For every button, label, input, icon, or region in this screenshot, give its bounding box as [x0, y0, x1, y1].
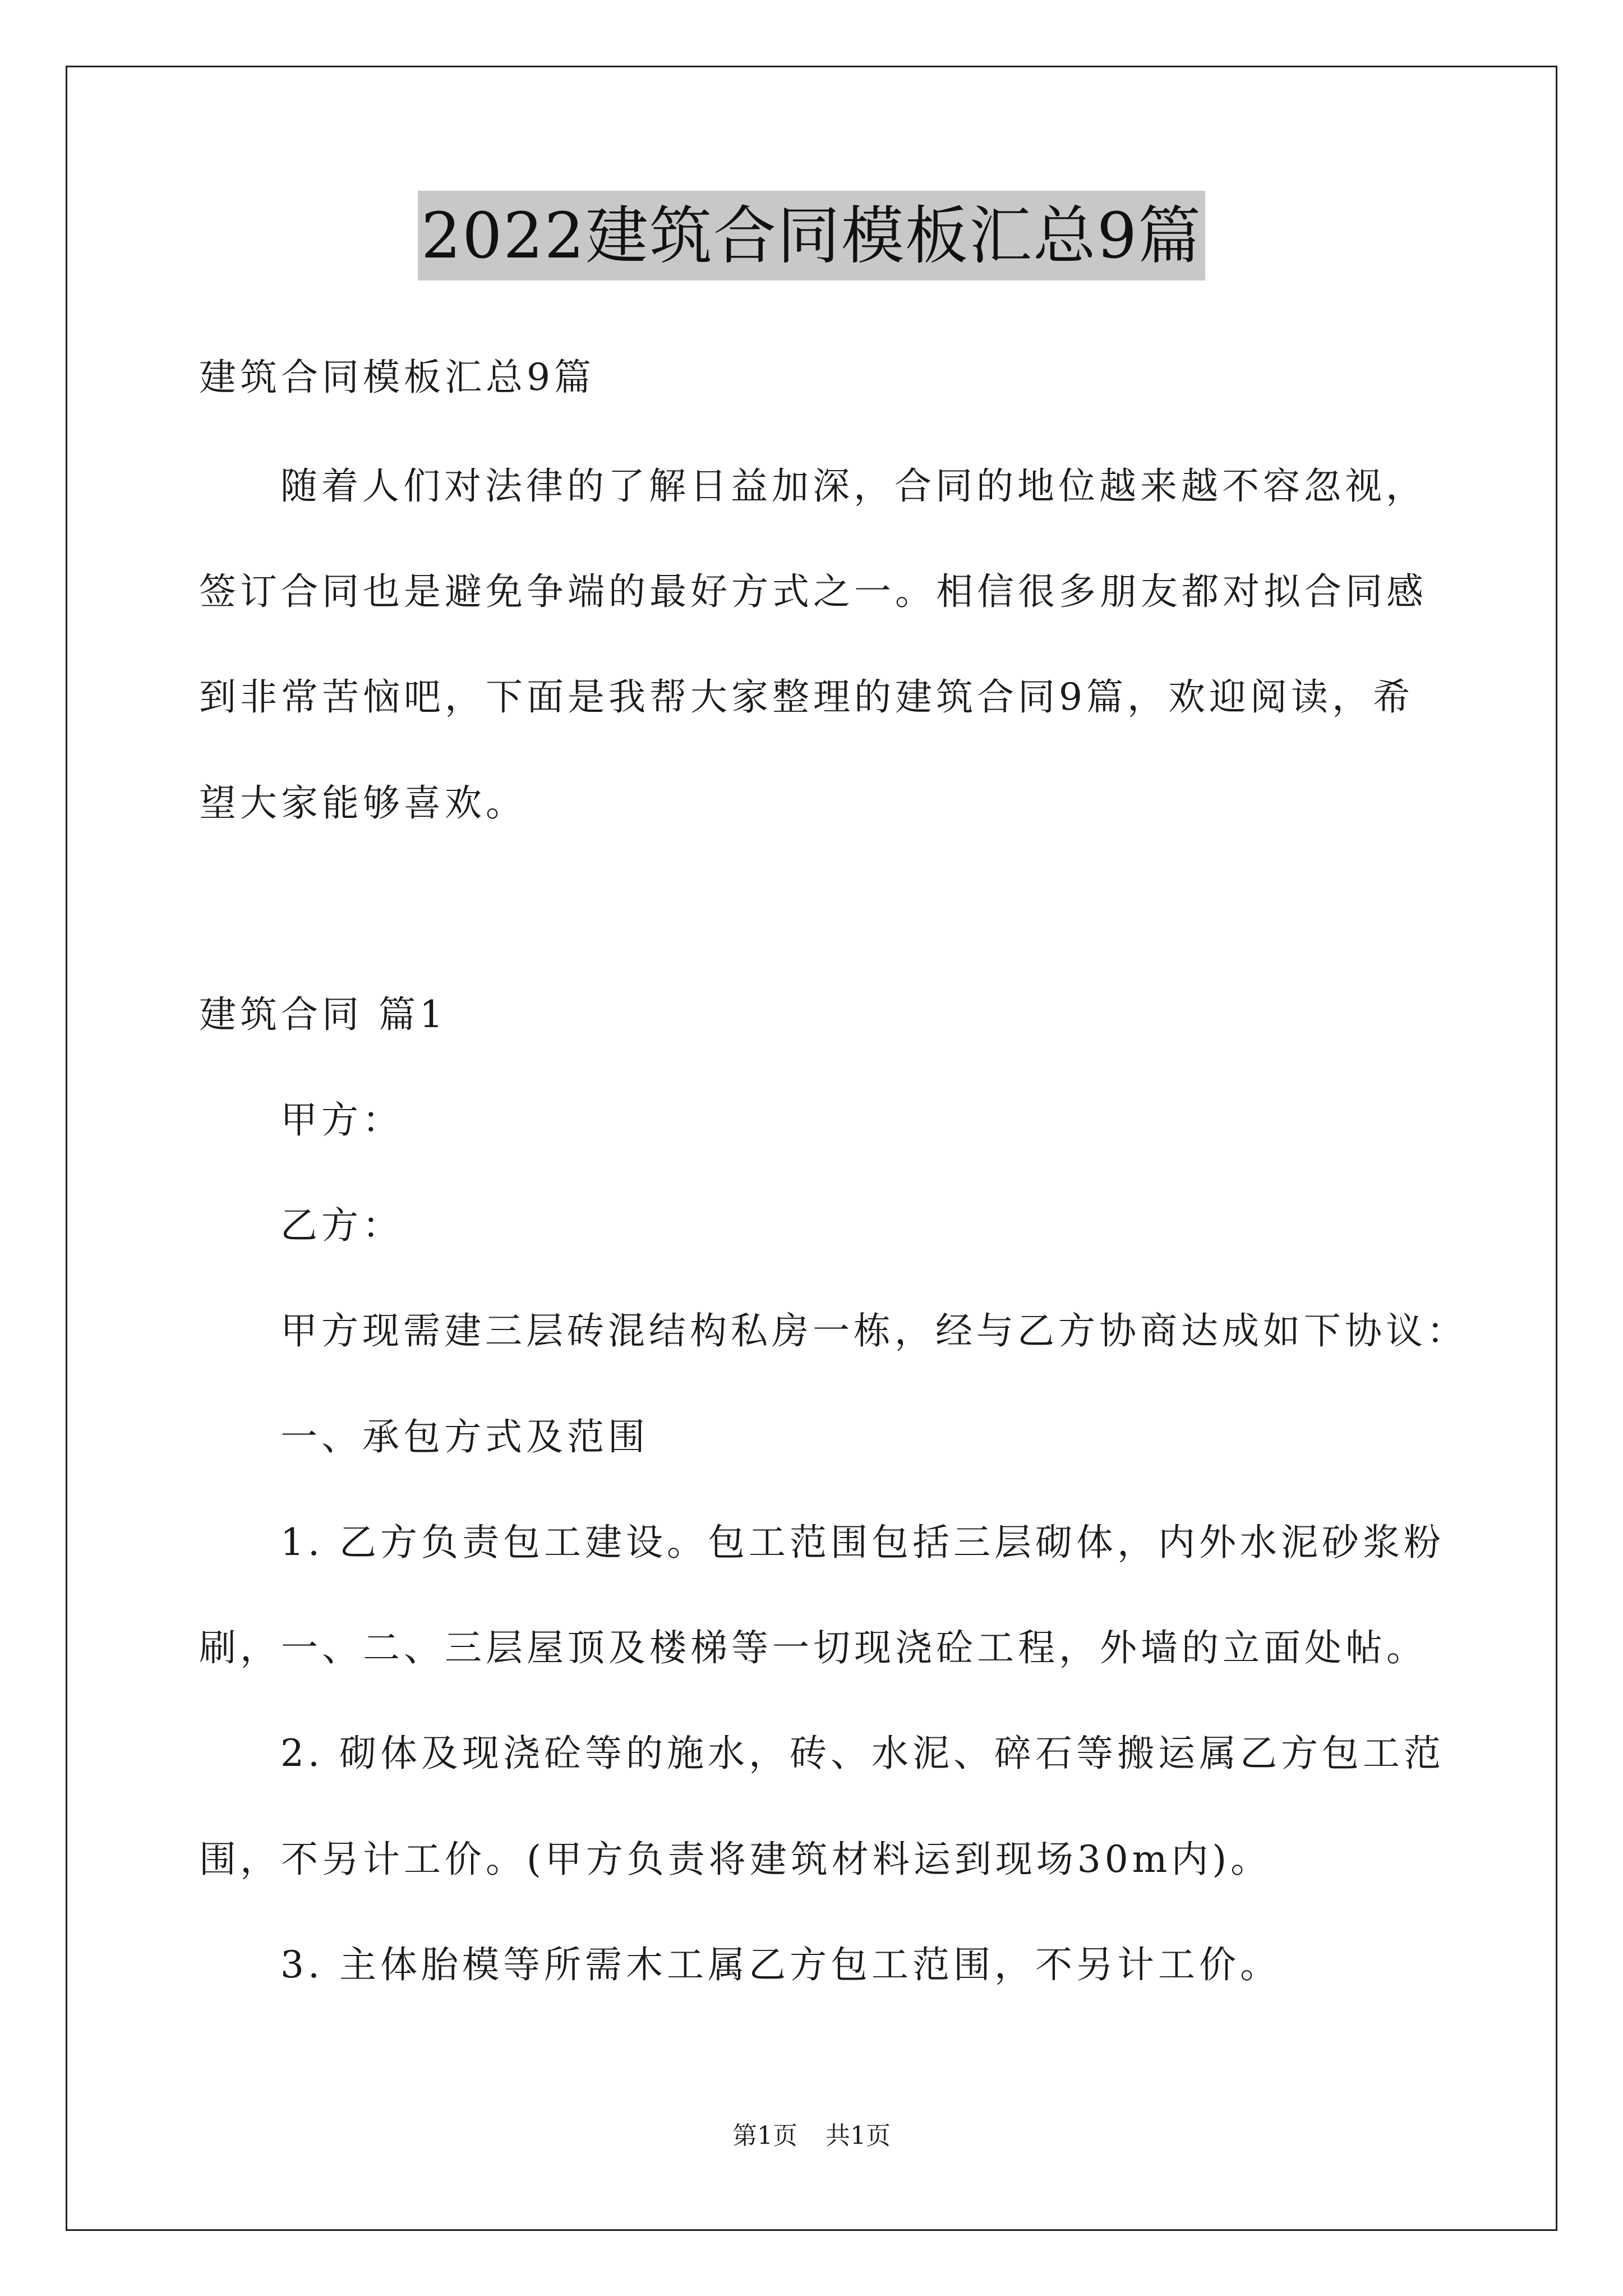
clause-1-line-2: 刷，一、二、三层屋顶及楼梯等一切现浇砼工程，外墙的立面处帖。 — [199, 1626, 1427, 1669]
page-total: 共1页 — [826, 2122, 891, 2150]
intro-line-1: 随着人们对法律的了解日益加深，合同的地位越来越不容忽视， — [280, 464, 1427, 508]
document-subtitle: 建筑合同模板汇总9篇 — [199, 356, 595, 399]
document-title: 2022建筑合同模板汇总9篇 — [418, 191, 1205, 280]
title-container — [0, 191, 1623, 280]
clause-3-line-1: 3. 主体胎模等所需木工属乙方包工范围，不另计工价。 — [280, 1943, 1281, 1986]
clause-2-line-1: 2. 砌体及现浇砼等的施水，砖、水泥、碎石等搬运属乙方包工范 — [280, 1732, 1445, 1775]
intro-line-3: 到非常苦恼吧，下面是我帮大家整理的建筑合同9篇，欢迎阅读，希 — [199, 675, 1414, 719]
clause-1-line-1: 1. 乙方负责包工建设。包工范围包括三层砌体，内外水泥砂浆粉 — [280, 1521, 1445, 1564]
clause-2-line-2: 围，不另计工价。(甲方负责将建筑材料运到现场30m内)。 — [199, 1838, 1272, 1881]
intro-line-4: 望大家能够喜欢。 — [199, 781, 527, 825]
section-heading: 建筑合同 篇1 — [199, 993, 447, 1036]
clause-heading: 一、承包方式及范围 — [280, 1415, 649, 1458]
page-number: 第1页 — [732, 2122, 797, 2150]
intro-line-2: 签订合同也是避免争端的最好方式之一。相信很多朋友都对拟合同感 — [199, 570, 1427, 613]
agreement-line: 甲方现需建三层砖混结构私房一栋，经与乙方协商达成如下协议： — [280, 1309, 1468, 1352]
party-b-label: 乙方： — [280, 1204, 403, 1247]
party-a-label: 甲方： — [280, 1098, 403, 1142]
page-footer — [0, 2119, 1623, 2153]
